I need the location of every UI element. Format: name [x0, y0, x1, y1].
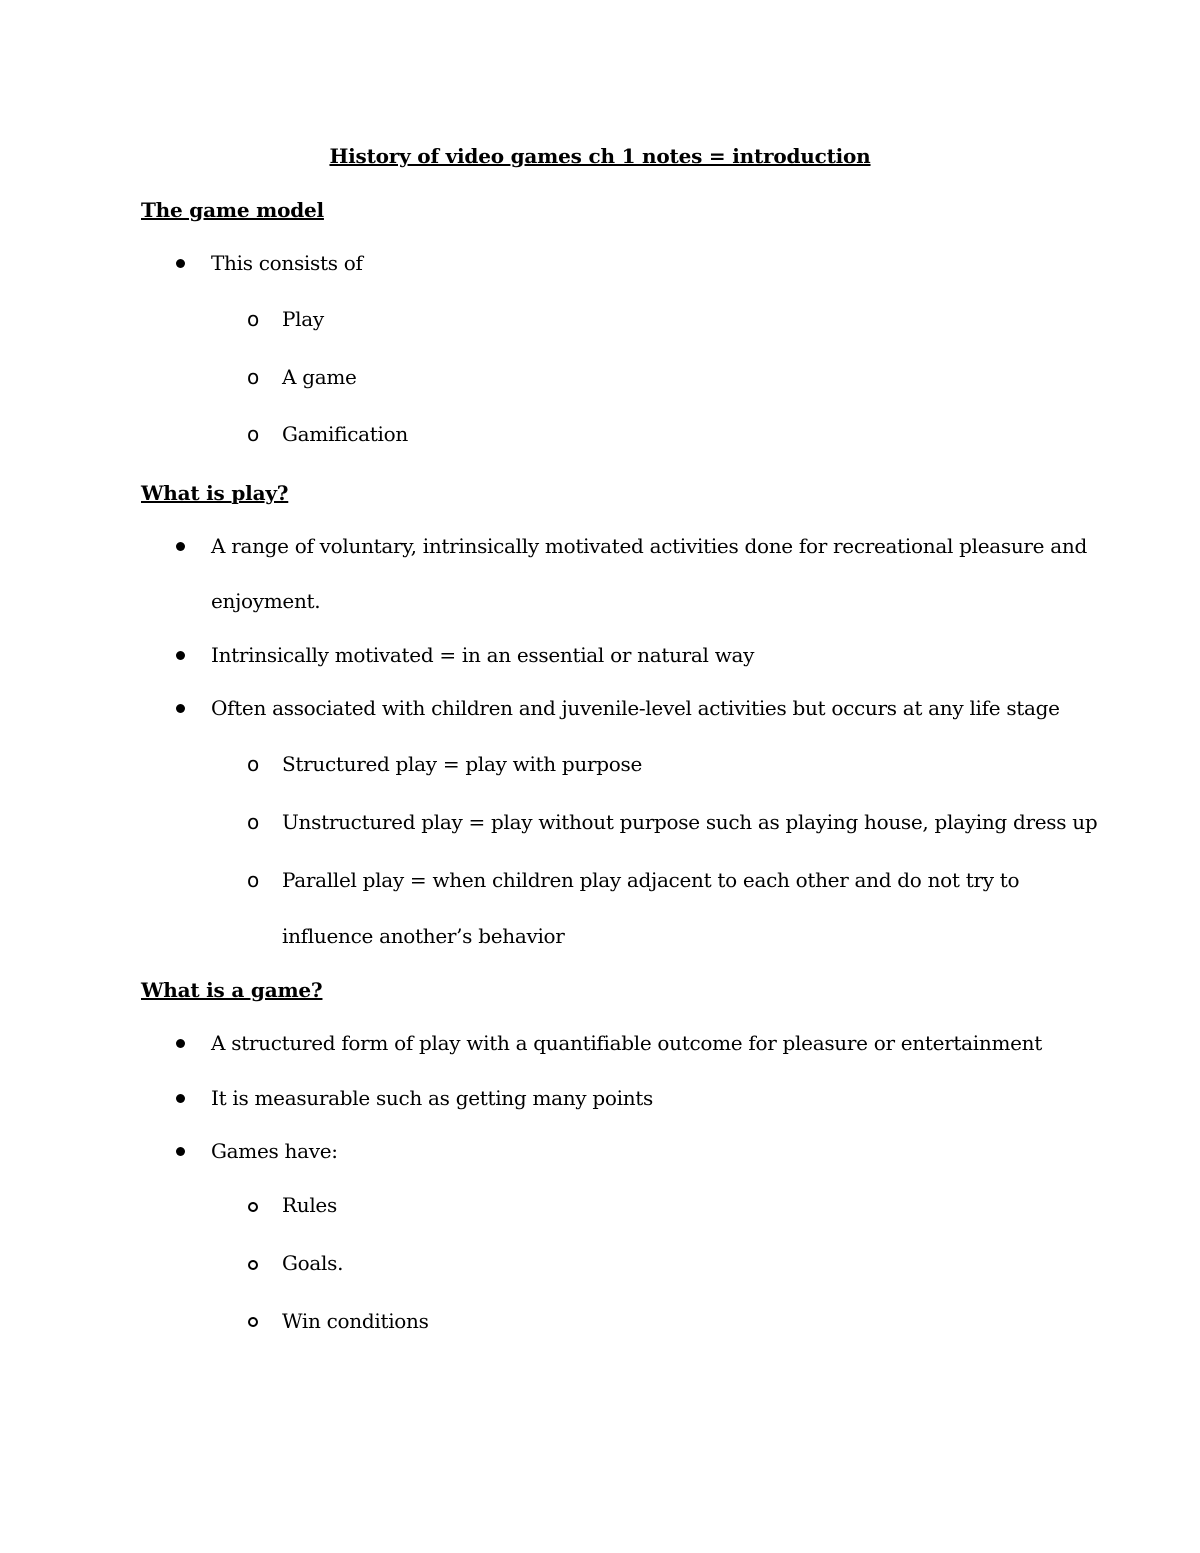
sub-list-item: Parallel play = when children play adjacent to each other and do not try to	[282, 868, 1020, 892]
sub-list-item: Unstructured play = play without purpose such as playing house, playing dress up	[282, 810, 1098, 834]
sub-list-item-continuation: influence another’s behavior	[282, 924, 565, 948]
list-item: Intrinsically motivated = in an essential or natural way	[211, 643, 755, 667]
sub-bullet-icon: o	[247, 365, 260, 389]
sub-list-item: Play	[282, 307, 324, 331]
bullet-icon	[176, 1039, 185, 1048]
sub-bullet-icon: o	[247, 422, 260, 446]
list-item: This consists of	[211, 251, 363, 275]
bullet-icon	[176, 542, 185, 551]
bullet-icon	[176, 1147, 185, 1156]
bullet-icon	[176, 704, 185, 713]
section-heading-game-model: The game model	[141, 198, 324, 222]
sub-list-item: A game	[282, 365, 357, 389]
sub-list-item: Structured play = play with purpose	[282, 752, 643, 776]
section-heading-what-is-a-game: What is a game?	[141, 978, 323, 1002]
sub-bullet-bold-icon	[248, 1317, 258, 1327]
list-item: Games have:	[211, 1139, 338, 1163]
list-item-continuation: enjoyment.	[211, 589, 321, 613]
list-item: Often associated with children and juvenile-level activities but occurs at any life stage	[211, 696, 1060, 720]
sub-bullet-icon: o	[247, 307, 260, 331]
sub-list-item: Rules	[282, 1193, 337, 1217]
list-item: It is measurable such as getting many points	[211, 1086, 653, 1110]
sub-bullet-bold-icon	[248, 1260, 258, 1270]
bullet-icon	[176, 259, 185, 268]
sub-bullet-icon: o	[247, 810, 260, 834]
sub-bullet-bold-icon	[248, 1202, 258, 1212]
section-heading-what-is-play: What is play?	[141, 481, 289, 505]
list-item: A range of voluntary, intrinsically motivated activities done for recreational pleasure and	[211, 534, 1087, 558]
list-item: A structured form of play with a quantifiable outcome for pleasure or entertainment	[211, 1031, 1042, 1055]
sub-list-item: Goals.	[282, 1251, 344, 1275]
bullet-icon	[176, 651, 185, 660]
sub-bullet-icon: o	[247, 868, 260, 892]
bullet-icon	[176, 1094, 185, 1103]
sub-list-item: Gamification	[282, 422, 408, 446]
document-title: History of video games ch 1 notes = introduction	[329, 144, 871, 168]
sub-bullet-icon: o	[247, 752, 260, 776]
sub-list-item: Win conditions	[282, 1309, 429, 1333]
